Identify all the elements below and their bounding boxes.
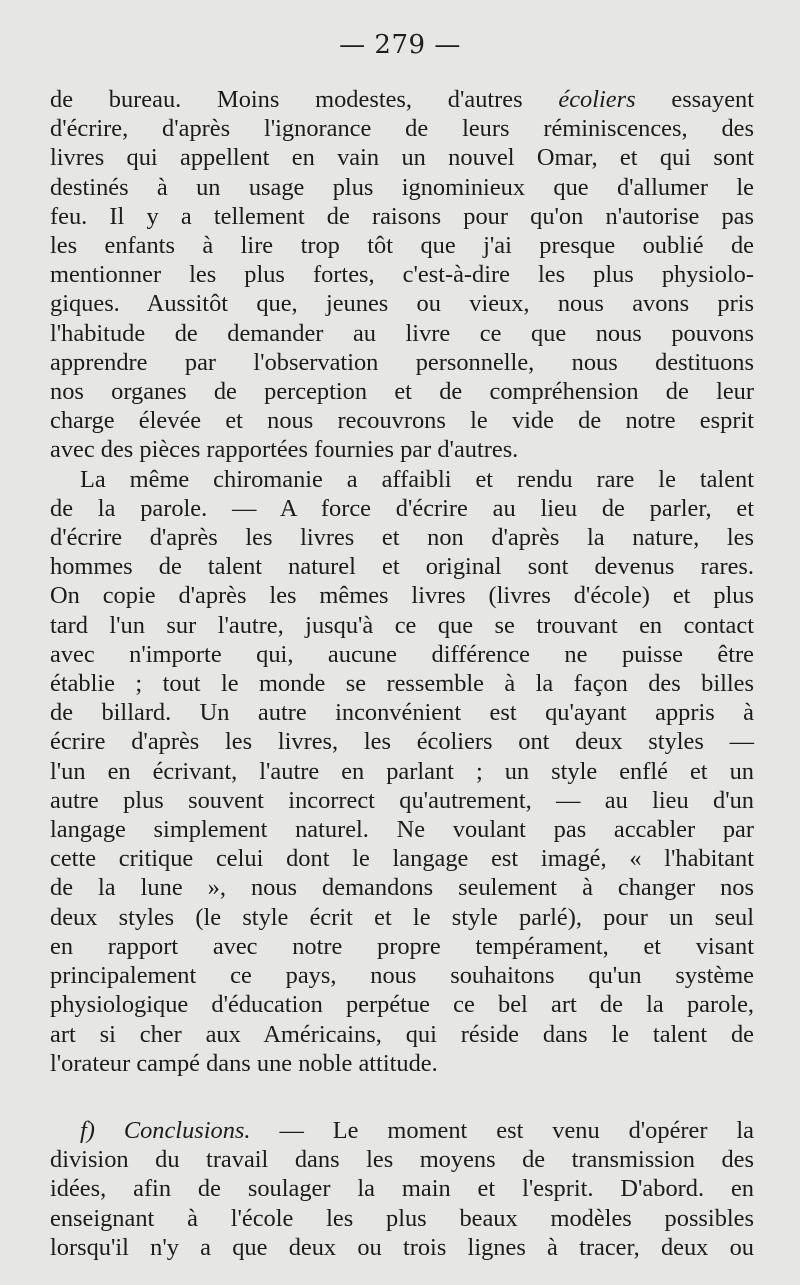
text-line: l'habitude de demander au livre ce que nous pouvons bbox=[50, 319, 754, 347]
text-line: art si cher aux Américains, qui réside dans le talent de bbox=[50, 1020, 754, 1048]
text-line: en rapport avec notre propre tempérament, et visant bbox=[50, 932, 754, 960]
paragraph-3 bbox=[50, 1116, 754, 1262]
text-line: d'écrire d'après les livres et non d'après la nature, les bbox=[50, 524, 754, 552]
text-line: écrire d'après les livres, les écoliers ont deux styles — bbox=[50, 728, 754, 756]
text-line: feu. Il y a tellement de raisons pour qu'on n'autorise pas bbox=[50, 202, 754, 230]
text-line: de la lune », nous demandons seulement à changer nos bbox=[50, 874, 754, 902]
paragraph-2 bbox=[50, 465, 754, 1078]
text-line: langage simplement naturel. Ne voulant pas accabler par bbox=[50, 816, 754, 844]
text-line: nos organes de perception et de compréhension de leur bbox=[50, 378, 754, 406]
text-line: d'écrire, d'après l'ignorance de leurs réminiscences, des bbox=[50, 115, 754, 143]
text-line: de bureau. Moins modestes, d'autres écoliers essayent bbox=[50, 86, 754, 113]
text-line: enseignant à l'école les plus beaux modèles possibles bbox=[50, 1204, 754, 1232]
text-line: avec des pièces rapportées fournies par d'autres. bbox=[50, 436, 519, 464]
text-line: de la parole. — A force d'écrire au lieu de parler, et bbox=[50, 494, 754, 522]
text-line: l'un en écrivant, l'autre en parlant ; un style enflé et un bbox=[50, 757, 754, 785]
text-line: apprendre par l'observation personnelle, nous destituons bbox=[50, 348, 754, 376]
text-line: de billard. Un autre inconvénient est qu'ayant appris à bbox=[50, 699, 754, 727]
text-line: destinés à un usage plus ignominieux que d'allumer le bbox=[50, 173, 754, 201]
text-line: charge élevée et nous recouvrons le vide de notre esprit bbox=[50, 407, 754, 435]
text-line: tard l'un sur l'autre, jusqu'à ce que se trouvant en contact bbox=[50, 611, 754, 639]
text-line: giques. Aussitôt que, jeunes ou vieux, nous avons pris bbox=[50, 290, 754, 318]
text-line: On copie d'après les mêmes livres (livres d'école) et plus bbox=[50, 582, 754, 610]
text-line: La même chiromanie a affaibli et rendu rare le talent bbox=[80, 465, 754, 493]
text-line: division du travail dans les moyens de transmission des bbox=[50, 1146, 754, 1174]
paragraph-1 bbox=[50, 85, 754, 465]
text-line: hommes de talent naturel et original sont devenus rares. bbox=[50, 553, 754, 581]
text-line: les enfants à lire trop tôt que j'ai presque oublié de bbox=[50, 232, 754, 260]
paragraph-gap bbox=[50, 1078, 754, 1116]
text-line: l'orateur campé dans une noble attitude. bbox=[50, 1049, 438, 1077]
text-line: mentionner les plus fortes, c'est-à-dire les plus physiolo- bbox=[50, 261, 754, 289]
text-line: livres qui appellent en vain un nouvel Omar, et qui sont bbox=[50, 144, 754, 172]
section-heading: f) Conclusions. bbox=[80, 1116, 251, 1144]
text-line: f) Conclusions. — Le moment est venu d'opérer la bbox=[80, 1116, 754, 1144]
page-number: — 279 — bbox=[339, 30, 461, 60]
text-line: cette critique celui dont le langage est imagé, « l'habitant bbox=[50, 845, 754, 873]
text-line: autre plus souvent incorrect qu'autrement, — au lieu d'un bbox=[50, 786, 754, 814]
text-line: deux styles (le style écrit et le style parlé), pour un seul bbox=[50, 903, 754, 931]
text-line: idées, afin de soulager la main et l'esprit. D'abord. en bbox=[50, 1175, 754, 1203]
text-line: avec n'importe qui, aucune différence ne puisse être bbox=[50, 640, 754, 668]
body-text bbox=[50, 85, 754, 1262]
text-line: physiologique d'éducation perpétue ce bel art de la parole, bbox=[50, 991, 754, 1019]
text-line: principalement ce pays, nous souhaitons qu'un système bbox=[50, 962, 754, 990]
text-line: lorsqu'il n'y a que deux ou trois lignes à tracer, deux ou bbox=[50, 1233, 754, 1261]
text-line: établie ; tout le monde se ressemble à la façon des billes bbox=[50, 670, 754, 698]
italic-word: écoliers bbox=[558, 86, 636, 113]
